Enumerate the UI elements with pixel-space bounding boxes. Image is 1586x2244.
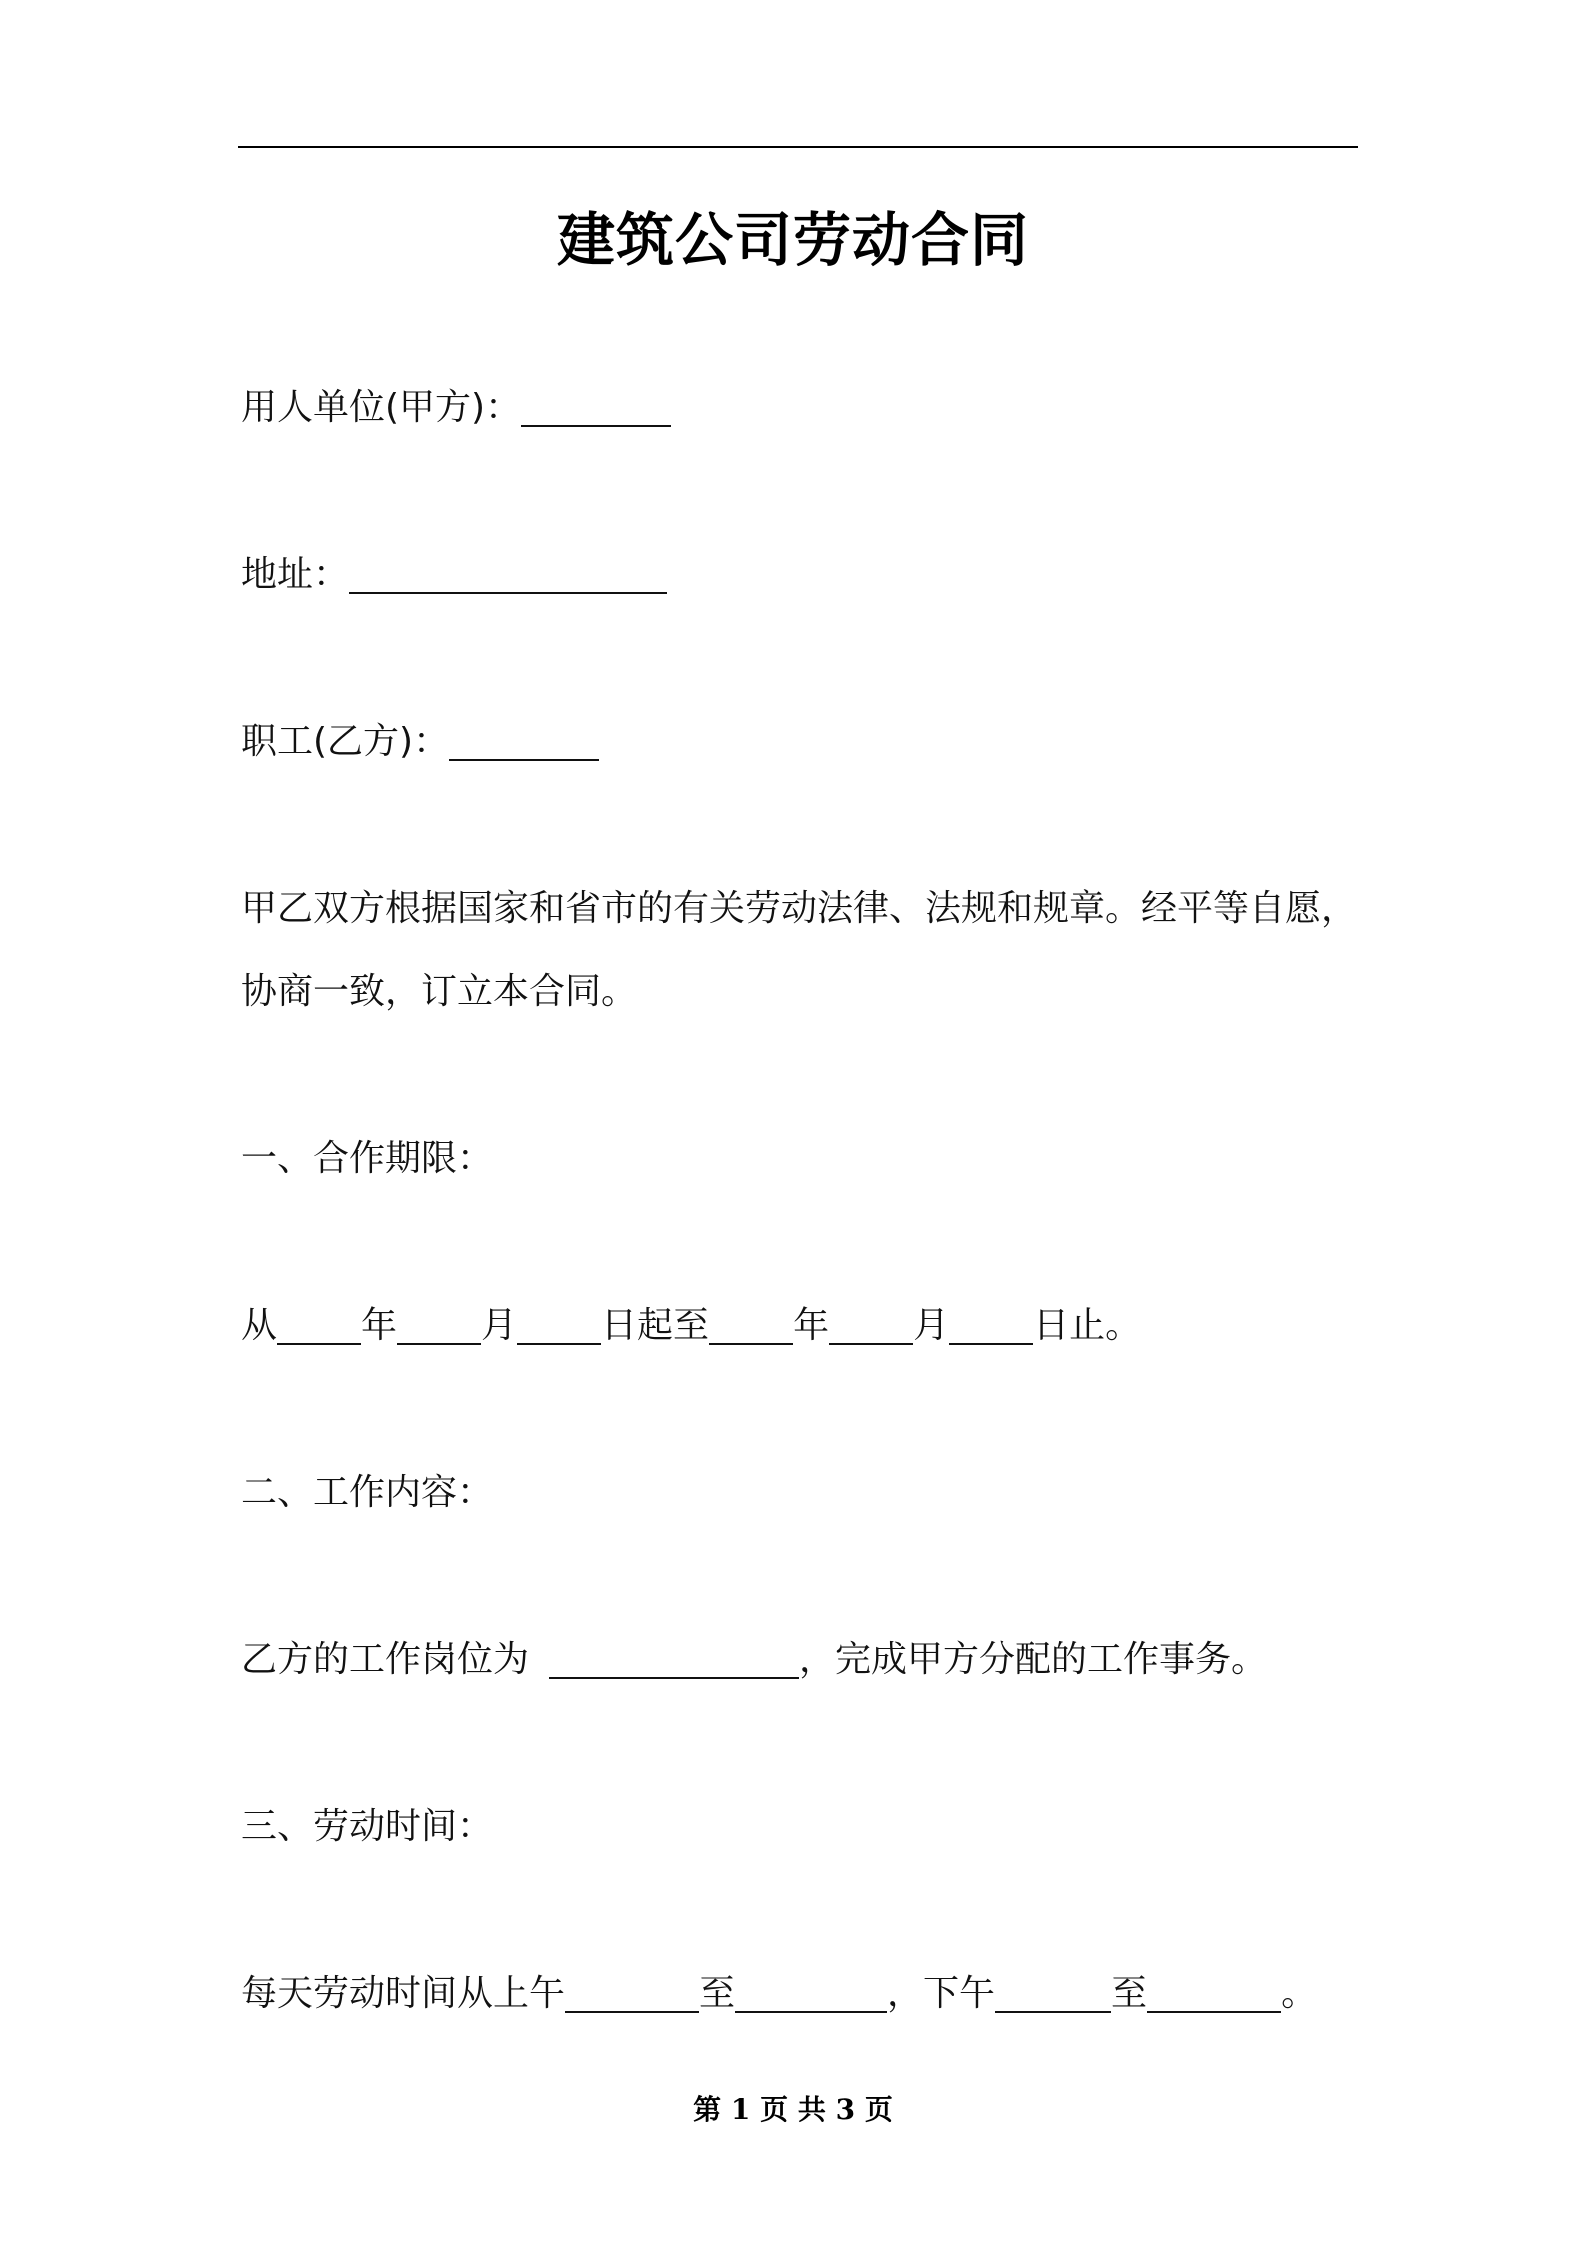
afternoon-end-blank[interactable] [1147,1971,1281,2013]
term-from: 从 [241,1305,278,1346]
job-position-blank[interactable] [549,1637,799,1679]
hours-to-1: 至 [699,1973,736,2014]
document-title: 建筑公司劳动合同 [556,206,1029,274]
job-suffix: ，完成甲方分配的工作事务。 [799,1639,1268,1680]
intro-line-2: 协商一致，订立本合同。 [241,971,638,1012]
end-day-blank[interactable] [949,1303,1033,1345]
job-prefix: 乙方的工作岗位为 [241,1639,530,1680]
header-rule [238,146,1358,148]
morning-start-blank[interactable] [565,1971,699,2013]
employer-label: 用人单位(甲方)： [241,387,522,428]
hours-end: 。 [1281,1973,1318,2014]
morning-end-blank[interactable] [735,1971,887,2013]
section-1-heading: 一、合作期限： [241,1138,494,1179]
start-day-blank[interactable] [517,1303,601,1345]
employee-line [241,716,599,768]
address-line [241,549,667,601]
end-month-blank[interactable] [829,1303,913,1345]
employee-label: 职工(乙方)： [241,721,450,762]
term-month-1: 月 [481,1305,518,1346]
employer-blank[interactable] [521,385,671,427]
section-3-heading: 三、劳动时间： [241,1806,494,1847]
employee-blank[interactable] [449,719,599,761]
term-line [241,1300,1141,1352]
page-number: 第 1 页 共 3 页 [693,2093,893,2126]
section-2-heading: 二、工作内容： [241,1472,494,1513]
afternoon-start-blank[interactable] [995,1971,1111,2013]
hours-afternoon: ，下午 [887,1973,996,2014]
end-year-blank[interactable] [709,1303,793,1345]
intro-line-1: 甲乙双方根据国家和省市的有关劳动法律、法规和规章。经平等自愿， [241,888,1358,929]
employer-line [241,382,671,434]
term-year-2: 年 [793,1305,830,1346]
start-year-blank[interactable] [277,1303,361,1345]
term-month-2: 月 [913,1305,950,1346]
term-day-start: 日起至 [601,1305,710,1346]
address-blank[interactable] [349,552,667,594]
start-month-blank[interactable] [397,1303,481,1345]
hours-to-2: 至 [1111,1973,1148,2014]
address-label: 地址： [241,554,350,595]
job-line [241,1634,1267,1686]
hours-line [241,1968,1317,2020]
hours-prefix: 每天劳动时间从上午 [241,1973,566,2014]
term-year-1: 年 [361,1305,398,1346]
term-day-end: 日止。 [1033,1305,1142,1346]
